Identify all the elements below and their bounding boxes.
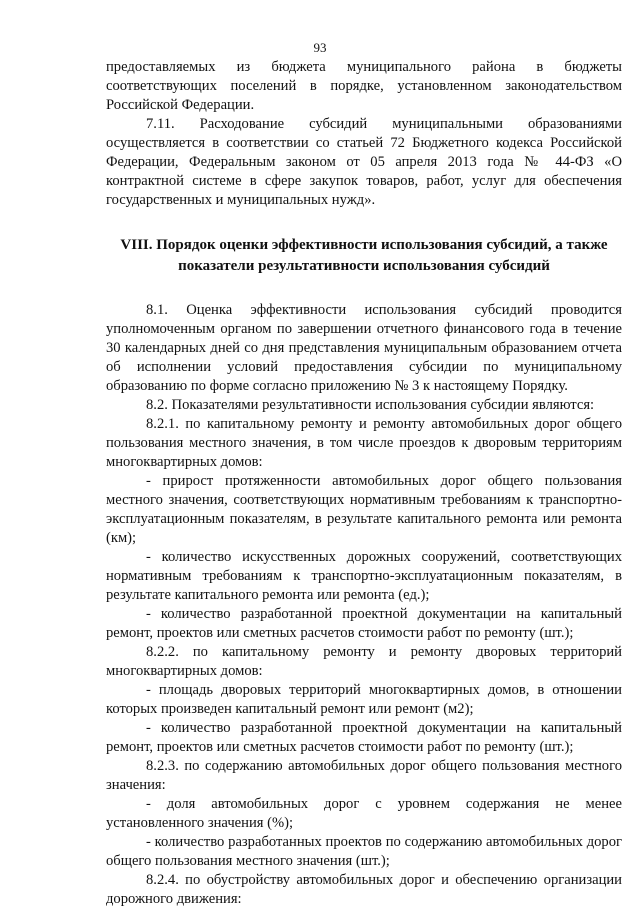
- paragraph-8-2-3: 8.2.3. по содержанию автомобильных дорог общего пользования местного значения:: [106, 758, 622, 793]
- paragraph-8-1: 8.1. Оценка эффективности использования субсидий проводится уполномоченным органом по завершении отчетного финансового года в течение 30 календарных дней со дня представления муниципальным образованием отчета об исполнении условий предоставления субсидии по муниципальному образованию по форме согласно приложению № 3 к настоящему Порядку.: [106, 302, 622, 394]
- list-item: - количество разработанной проектной документации на капитальный ремонт, проектов или сметных расчетов стоимости работ по ремонту (шт.);: [106, 720, 622, 755]
- page-number: 93: [313, 40, 327, 55]
- list-item: - количество разработанной проектной документации на капитальный ремонт, проектов или сметных расчетов стоимости работ по ремонту (шт.);: [106, 606, 622, 641]
- paragraph-8-2-4: 8.2.4. по обустройству автомобильных дорог и обеспечению организации дорожного движения:: [106, 872, 622, 907]
- paragraph-8-2: 8.2. Показателями результативности использования субсидии являются:: [146, 397, 595, 413]
- paragraph-7-11: 7.11. Расходование субсидий муниципальными образованиями осуществляется в соответствии со статьей 72 Бюджетного кодекса Российской Федерации, Федеральным законом от 05 апреля 2013 года № 44-ФЗ «О контрактной системе в сфере закупок товаров, работ, услуг для обеспечения государственных и муниципальных нужд».: [106, 116, 622, 208]
- list-item: - площадь дворовых территорий многоквартирных домов, в отношении которых произведен капитальный ремонт или ремонт (м2);: [106, 682, 622, 717]
- paragraph-8-2-2: 8.2.2. по капитальному ремонту и ремонту дворовых территорий многоквартирных домов:: [106, 644, 622, 679]
- list-item: - доля автомобильных дорог с уровнем содержания не менее установленного значения (%);: [106, 796, 622, 831]
- list-item: - прирост протяженности автомобильных дорог общего пользования местного значения, соответствующих нормативным требованиям к транспортно-эксплуатационным показателям, в результате капитального ремонта или ремонта (км);: [106, 473, 622, 546]
- list-item: - количество искусственных дорожных сооружений, соответствующих нормативным требованиям к транспортно-эксплуатационным показателям, в результате капитального ремонта или ремонта (ед.);: [106, 549, 622, 603]
- document-body: [106, 58, 622, 909]
- paragraph-8-2-1: 8.2.1. по капитальному ремонту и ремонту автомобильных дорог общего пользования местного значения, в том числе проездов к дворовым территориям многоквартирных домов:: [106, 416, 622, 470]
- list-item: - количество разработанных проектов по содержанию автомобильных дорог общего пользования местного значения (шт.);: [106, 834, 622, 869]
- section-heading: VIII. Порядок оценки эффективности использования субсидий, а также показатели результативности использования субсидий: [120, 237, 608, 274]
- paragraph-continuation: предоставляемых из бюджета муниципального района в бюджеты соответствующих поселений в порядке, установленном законодательством Российской Федерации.: [106, 59, 622, 113]
